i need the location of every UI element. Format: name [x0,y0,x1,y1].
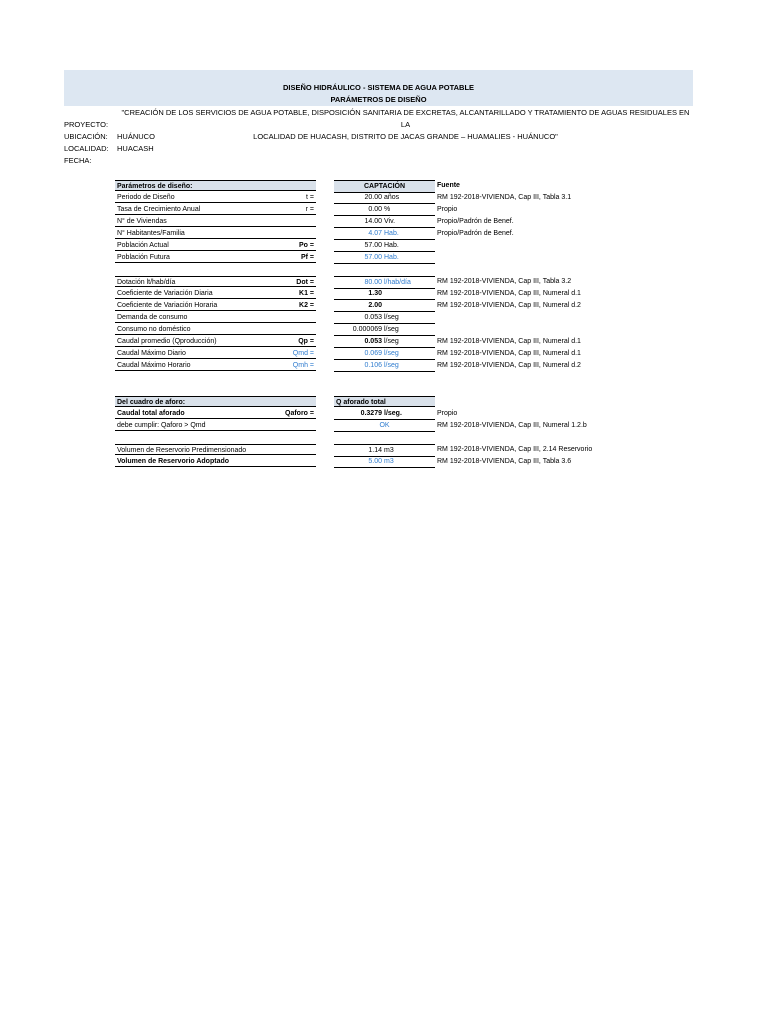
param-label: Volumen de Reservorio Adoptado [117,458,230,465]
table-row [115,444,675,456]
table-row [115,228,675,240]
param-source: RM 192-2018-VIVIENDA, Cap III, Numeral d.1 [437,338,581,345]
param-label: Coeficiente de Variación Horaria [117,302,218,309]
param-label: Consumo no doméstico [117,326,191,333]
table-row [115,408,675,420]
param-source [437,324,677,335]
param-source [437,240,677,251]
table-row [115,360,675,372]
table-row [115,348,675,360]
param-value: 20.00 [364,194,382,201]
param-unit: l/seg. [384,410,402,417]
param-value: 0.000069 [352,326,382,333]
param-unit: Viv. [384,218,396,225]
param-source: Propio/Padrón de Benef. [437,230,514,237]
table-row [115,312,675,324]
proyecto-label: PROYECTO: [64,120,109,129]
param-unit: m3 [384,447,394,454]
param-unit: l/seg [384,362,399,369]
param-label: Población Actual [117,242,169,249]
param-symbol: Qaforo = [285,410,314,417]
param-label: Periodo de Diseño [117,194,175,201]
param-source: RM 192-2018-VIVIENDA, Cap III, Numeral d.1 [437,350,581,357]
table-row [115,216,675,228]
param-symbol: Qmd = [292,350,314,357]
sheet-subtitle: PARÁMETROS DE DISEÑO [330,95,427,104]
param-label: Demanda de consumo [117,314,188,321]
param-unit: Hab. [384,230,399,237]
header-label: Parámetros de diseño: [115,180,316,191]
param-value: 14.00 [364,218,382,225]
table-row [115,240,675,252]
param-label: Dotación lt/hab/día [117,279,176,286]
param-value: 0.053 [364,338,382,345]
param-value: 5.00 [368,458,382,465]
param-value: 2.00 [368,302,382,309]
param-label: Tasa de Crecimiento Anual [117,206,201,213]
param-label: Caudal Máximo Horario [117,362,191,369]
header-value: CAPTACIÓN [334,180,435,193]
table-row [115,456,675,468]
param-label: N° de Viviendas [117,218,167,225]
sheet-title: DISEÑO HIDRÁULICO - SISTEMA DE AGUA POTABLE [282,83,475,92]
param-value: 0.3279 [360,410,382,417]
param-value: 0.069 [364,350,382,357]
param-source: Propio [437,410,458,417]
localidad-label: LOCALIDAD: [64,144,109,153]
param-symbol: t = [306,194,314,201]
param-source: RM 192-2018-VIVIENDA, Cap III, Numeral d.1 [437,290,581,297]
param-unit: l/seg [384,326,399,333]
param-value: 0.00 [368,206,382,213]
param-unit: l/seg [384,338,399,345]
param-unit: l/seg [384,314,399,321]
project-line-1: "CREACIÓN DE LOS SERVICIOS DE AGUA POTABLE, DISPOSICIÓN SANITARIA DE EXCRETAS, ALCANTARILLADO Y TRATAMIENTO DE AGUAS RESIDUALES EN LA [121,108,690,129]
param-value: 0.053 [364,314,382,321]
param-source: RM 192-2018-VIVIENDA, Cap III, 2.14 Reservorio [437,446,593,453]
param-value: 80.00 [364,279,382,286]
param-source: Propio [437,206,458,213]
param-unit: años [384,194,400,201]
param-symbol: r = [305,206,314,213]
param-unit: Hab. [384,254,399,261]
param-source: RM 192-2018-VIVIENDA, Cap III, Numeral 1.2.b [437,422,587,429]
param-symbol: K2 = [299,302,314,309]
param-value: 57.00 [364,242,382,249]
table-row [115,288,675,300]
param-label: Población Futura [117,254,170,261]
param-value: 57.00 [364,254,382,261]
param-label: debe cumplir: Qaforo > Qmd [117,422,206,429]
param-source: RM 192-2018-VIVIENDA, Cap III, Numeral d.2 [437,302,581,309]
table-row [115,204,675,216]
param-symbol: Qp = [298,338,314,345]
param-label: Caudal total aforado [117,410,185,417]
table-row [115,192,675,204]
param-label: N° Habitantes/Familia [117,230,185,237]
param-value: 1.30 [368,290,382,297]
param-unit: m3 [384,458,394,465]
table-row [115,336,675,348]
ubicacion-label: UBICACIÓN: [64,132,108,141]
aforo-header-row [115,396,675,408]
table-row [115,420,675,432]
param-label: Caudal Máximo Diario [117,350,186,357]
table-row [115,276,675,288]
table-row [115,324,675,336]
param-unit: l/seg [384,350,399,357]
fecha-label: FECHA: [64,156,92,165]
design-params-header-row [115,180,675,192]
param-symbol: Dot = [296,279,314,286]
param-source: RM 192-2018-VIVIENDA, Cap III, Tabla 3.1 [437,194,572,201]
param-symbol: Qmh = [292,362,314,369]
param-label: Volumen de Reservorio Predimensionado [117,447,247,454]
localidad-value: HUACASH [117,144,154,153]
table-row [115,252,675,264]
param-unit: % [384,206,391,213]
param-value: 4.07 [368,230,382,237]
param-label: Coeficiente de Variación Diaria [117,290,213,297]
project-description [118,107,693,143]
param-value: 1.14 [368,447,382,454]
param-source: Propio/Padrón de Benef. [437,218,514,225]
param-symbol: Po = [299,242,314,249]
ubicacion-value: HUÁNUCO [117,132,155,141]
param-unit: l/hab/día [384,279,411,286]
aforo-header-label: Del cuadro de aforo: [115,396,316,407]
param-unit: Hab. [384,242,399,249]
param-source [437,312,677,323]
param-symbol: K1 = [299,290,314,297]
param-symbol: Pf = [300,254,314,261]
param-source [437,252,677,263]
project-line-2: LOCALIDAD DE HUACASH, DISTRITO DE JACAS GRANDE – HUAMALIES - HUÁNUCO" [253,132,558,141]
table-row [115,300,675,312]
header-source: Fuente [437,182,460,189]
check-status: OK [379,422,390,429]
param-value: 0.106 [364,362,382,369]
param-source: RM 192-2018-VIVIENDA, Cap III, Tabla 3.2 [437,278,572,285]
param-source: RM 192-2018-VIVIENDA, Cap III, Tabla 3.6 [437,458,572,465]
param-label: Caudal promedio (Qproducción) [117,338,217,345]
param-source: RM 192-2018-VIVIENDA, Cap III, Numeral d.2 [437,362,581,369]
aforo-header-value: Q aforado total [334,396,435,407]
